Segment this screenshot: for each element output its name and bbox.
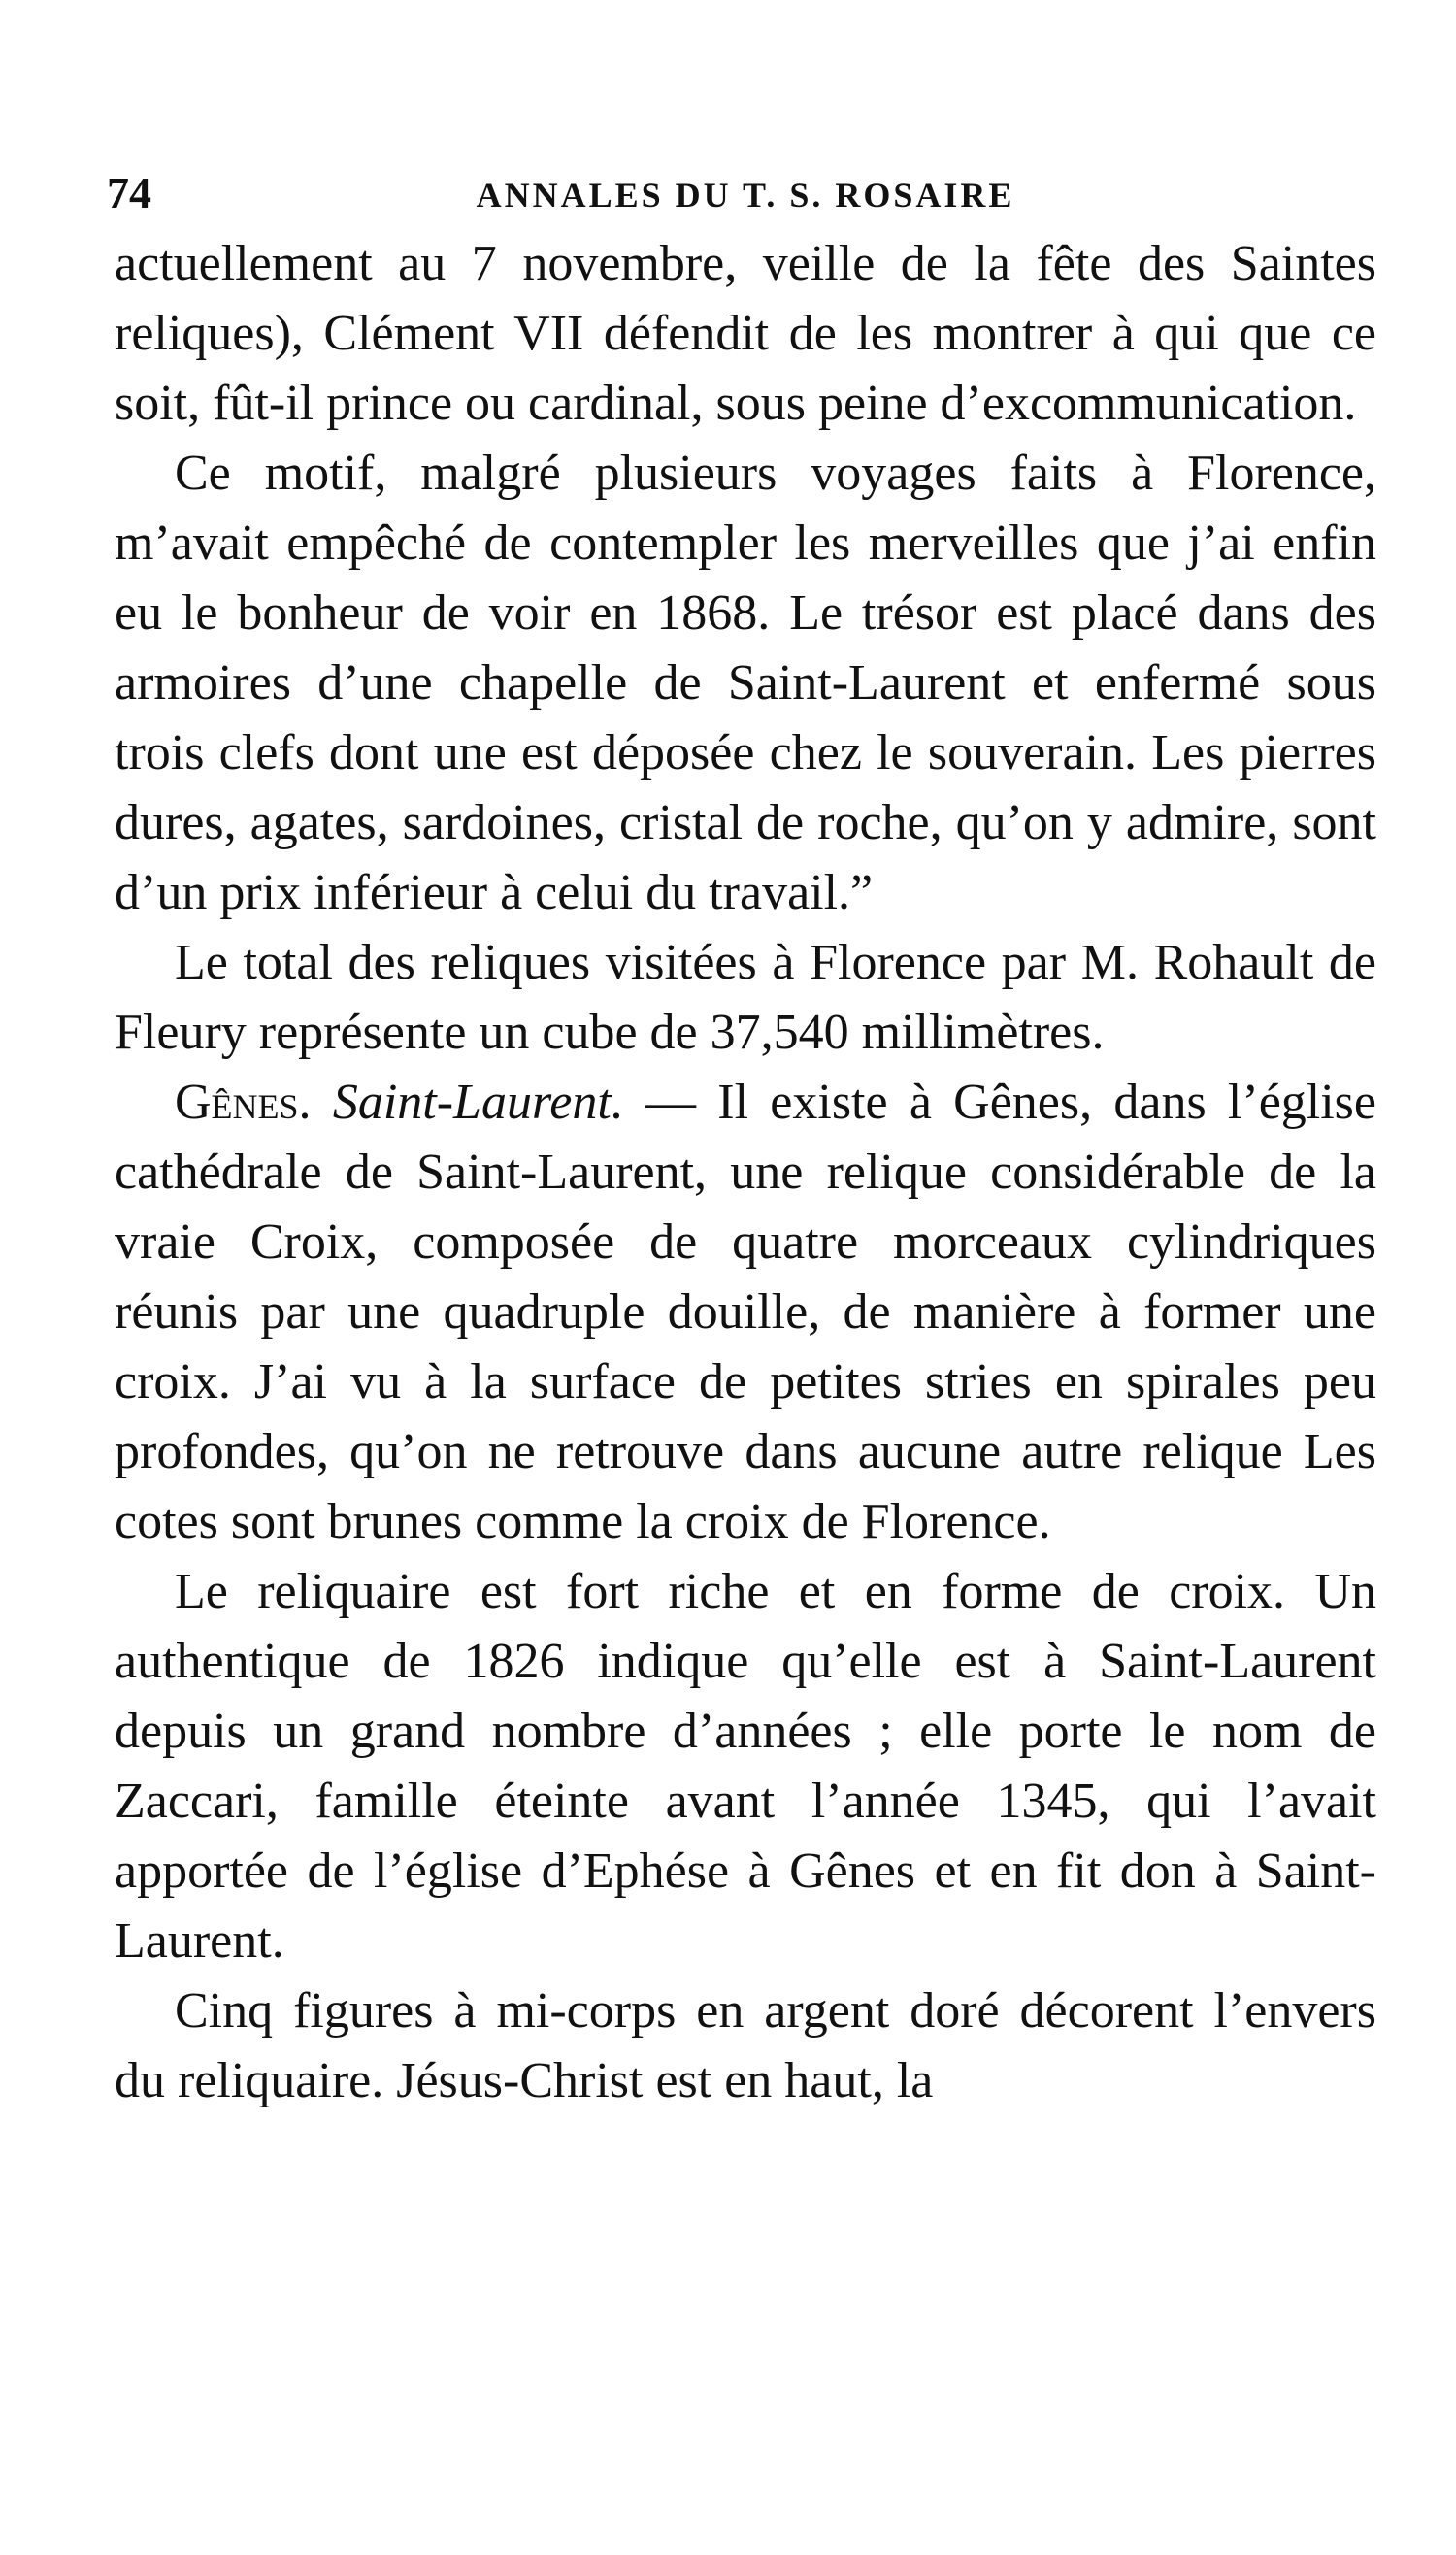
page-header bbox=[107, 146, 1376, 223]
paragraph-6: Cinq figures à mi-corps en argent doré décorent l’envers du reliquaire. Jésus-Christ est en haut, la bbox=[115, 1983, 1376, 2108]
paragraph-5: Le reliquaire est fort riche et en forme de croix. Un authentique de 1826 indique qu’elle est à Saint-Laurent depuis un grand nombre d’années ; elle porte le nom de Zaccari, famille éteinte avant l’année 1345, qui l’avait apportée de l’église d’Ephése à Gênes et en fit don à Saint-Laurent. bbox=[115, 1564, 1376, 1969]
paragraph-4-body: — Il existe à Gênes, dans l’église cathédrale de Saint-Laurent, une relique considérable de la vraie Croix, composée de quatre morceaux cylindriques réunis par une quadruple douille, de manière à former une croix. J’ai vu à la surface de petites stries en spirales peu profondes, qu’on ne retrouve dans aucune autre relique Les cotes sont brunes comme la croix de Florence. bbox=[115, 1075, 1376, 1549]
paragraph-2: Ce motif, malgré plusieurs voyages faits à Florence, m’avait empêché de contempler les merveilles que j’ai enfin eu le bonheur de voir en 1868. Le trésor est placé dans des armoires d’une chapelle de Saint-Laurent et enfermé sous trois clefs dont une est déposée chez le souverain. Les pierres dures, agates, sardoines, cristal de roche, qu’on y admire, sont d’un prix inférieur à celui du travail.” bbox=[115, 446, 1376, 920]
place-name: Gênes. bbox=[175, 1075, 312, 1130]
page-number: 74 bbox=[107, 168, 151, 217]
paragraph-3: Le total des reliques visitées à Florence par M. Rohault de Fleury représente un cube de 37,540 millimètres. bbox=[115, 935, 1376, 1060]
church-name: Saint-Laurent. bbox=[332, 1075, 624, 1130]
paragraph-1: actuellement au 7 novembre, veille de la fête des Saintes reliques), Clément VII défendit de les montrer à qui que ce soit, fût-il prince ou cardinal, sous peine d’excommunication. bbox=[115, 236, 1376, 431]
book-page bbox=[107, 146, 1376, 2116]
running-title: ANNALES DU T. S. ROSAIRE bbox=[476, 176, 1015, 215]
paragraph-4 bbox=[115, 1068, 1376, 1557]
